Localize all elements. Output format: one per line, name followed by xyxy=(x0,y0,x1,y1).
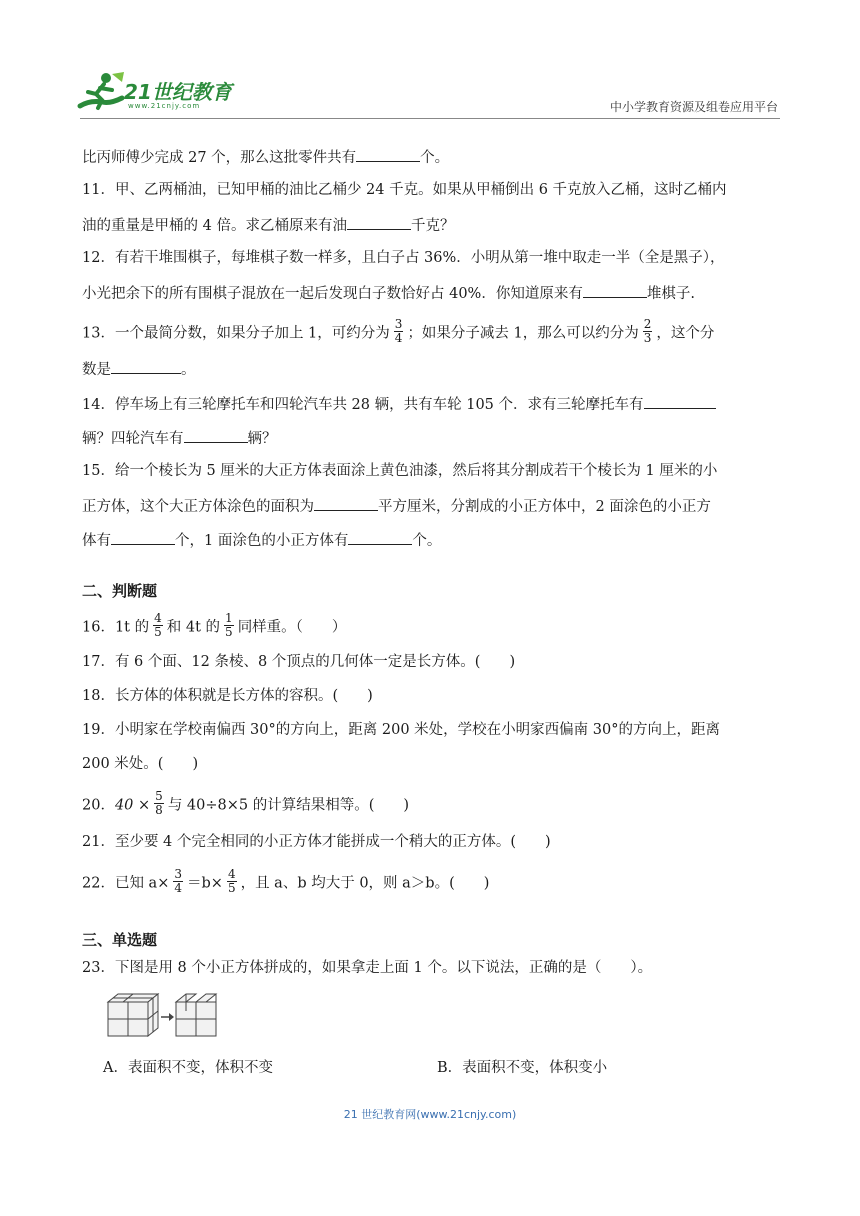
q15-line3: 体有 个，1 面涂色的小正方体有 个。 xyxy=(82,529,441,551)
q20: 20．40 × $\frac{5}{8}$ 与 40÷8×5 的计算结果相等。( ) xyxy=(82,789,410,817)
answer-blank[interactable] xyxy=(356,146,420,162)
q19-line2: 200 米处。( ) xyxy=(82,756,199,772)
answer-blank[interactable] xyxy=(347,214,411,230)
q17: 17．有 6 个面、12 条棱、8 个顶点的几何体一定是长方体。( ) xyxy=(82,654,516,670)
runner-logo-icon xyxy=(74,70,126,114)
q14-line2: 辆？四轮汽车有 辆？ xyxy=(82,427,277,449)
q13-line2: 数是 。 xyxy=(82,358,196,380)
q14-line1: 14．停车场上有三轮摩托车和四轮汽车共 28 辆，共有车轮 105 个．求有三轮摩托车有 xyxy=(82,393,716,415)
section-title-single-choice: 三、单选题 xyxy=(82,931,158,949)
q18: 18．长方体的体积就是长方体的容积。( ) xyxy=(82,688,373,704)
answer-blank[interactable] xyxy=(644,393,716,409)
answer-blank[interactable] xyxy=(314,495,378,511)
answer-blank[interactable] xyxy=(184,427,248,443)
logo-url: www.21cnjy.com xyxy=(128,102,201,110)
fraction: $\frac{3}{4}$ xyxy=(174,867,182,895)
answer-blank[interactable] xyxy=(583,282,647,298)
answer-blank[interactable] xyxy=(111,529,175,545)
fraction: $\frac{1}{5}$ xyxy=(225,611,233,639)
logo-text: 21世纪教育 xyxy=(124,80,232,104)
footer-link[interactable]: 21 世纪教育网(www.21cnjy.com) xyxy=(343,1108,517,1121)
q23-option-a[interactable]: A．表面积不变，体积不变 xyxy=(103,1060,273,1076)
q21: 21．至少要 4 个完全相同的小正方体才能拼成一个稍大的正方体。( ) xyxy=(82,834,551,850)
q13-line1: 13．一个最简分数，如果分子加上 1，可约分为 $\frac{3}{4}$ ；如果分子减去 1，那么可以约分为 $\frac{2}{3}$ ，这个分 xyxy=(82,317,715,345)
fraction: $\frac{4}{5}$ xyxy=(227,867,236,895)
q12-line2: 小光把余下的所有围棋子混放在一起后发现白子数恰好占 40%．你知道原来有 堆棋子. xyxy=(82,282,695,304)
header-logo xyxy=(74,70,254,114)
fraction: $\frac{4}{5}$ xyxy=(154,611,162,639)
answer-blank[interactable] xyxy=(111,358,181,374)
q23-option-b[interactable]: B．表面积不变，体积变小 xyxy=(437,1060,608,1076)
arrow-right-icon xyxy=(161,1013,174,1021)
answer-blank[interactable] xyxy=(348,529,412,545)
q11-line1: 11．甲、乙两桶油，已知甲桶的油比乙桶少 24 千克。如果从甲桶倒出 6 千克放入乙桶，这时乙桶内 xyxy=(82,182,727,198)
section-title-judgement: 二、判断题 xyxy=(82,582,158,600)
q12-line1: 12．有若干堆围棋子，每堆棋子数一样多，且白子占 36%．小明从第一堆中取走一半（全是黑子）， xyxy=(82,250,725,266)
platform-name: 中小学教育资源及组卷应用平台 xyxy=(609,100,778,114)
fraction: $\frac{5}{8}$ xyxy=(155,789,163,817)
q22: 22．已知 a× $\frac{3}{4}$ ＝b× $\frac{4}{5}$ ，且 a、b 均大于 0，则 a＞b。( ) xyxy=(82,867,490,895)
q16: 16．1t 的 $\frac{4}{5}$ 和 4t 的 $\frac{1}{5}$ 同样重。（ ） xyxy=(82,611,347,639)
fraction: $\frac{2}{3}$ xyxy=(643,317,652,345)
cube-figure xyxy=(106,990,220,1040)
q19-line1: 19．小明家在学校南偏西 30°的方向上，距离 200 米处，学校在小明家西偏南 30°的方向上，距离 xyxy=(82,722,720,738)
q15-line1: 15．给一个棱长为 5 厘米的大正方体表面涂上黄色油漆，然后将其分割成若干个棱长为 1 厘米的小 xyxy=(82,463,718,479)
q10-tail: 比丙师傅少完成 27 个，那么这批零件共有 个。 xyxy=(82,146,449,168)
q23-stem: 23．下图是用 8 个小正方体拼成的，如果拿走上面 1 个。以下说法，正确的是（ ）。 xyxy=(82,960,653,976)
q11-line2: 油的重量是甲桶的 4 倍。求乙桶原来有油 千克？ xyxy=(82,214,454,236)
header-rule xyxy=(80,118,780,119)
q15-line2: 正方体，这个大正方体涂色的面积为 平方厘米，分割成的小正方体中，2 面涂色的小正方 xyxy=(82,495,711,517)
fraction: $\frac{3}{4}$ xyxy=(394,317,403,345)
